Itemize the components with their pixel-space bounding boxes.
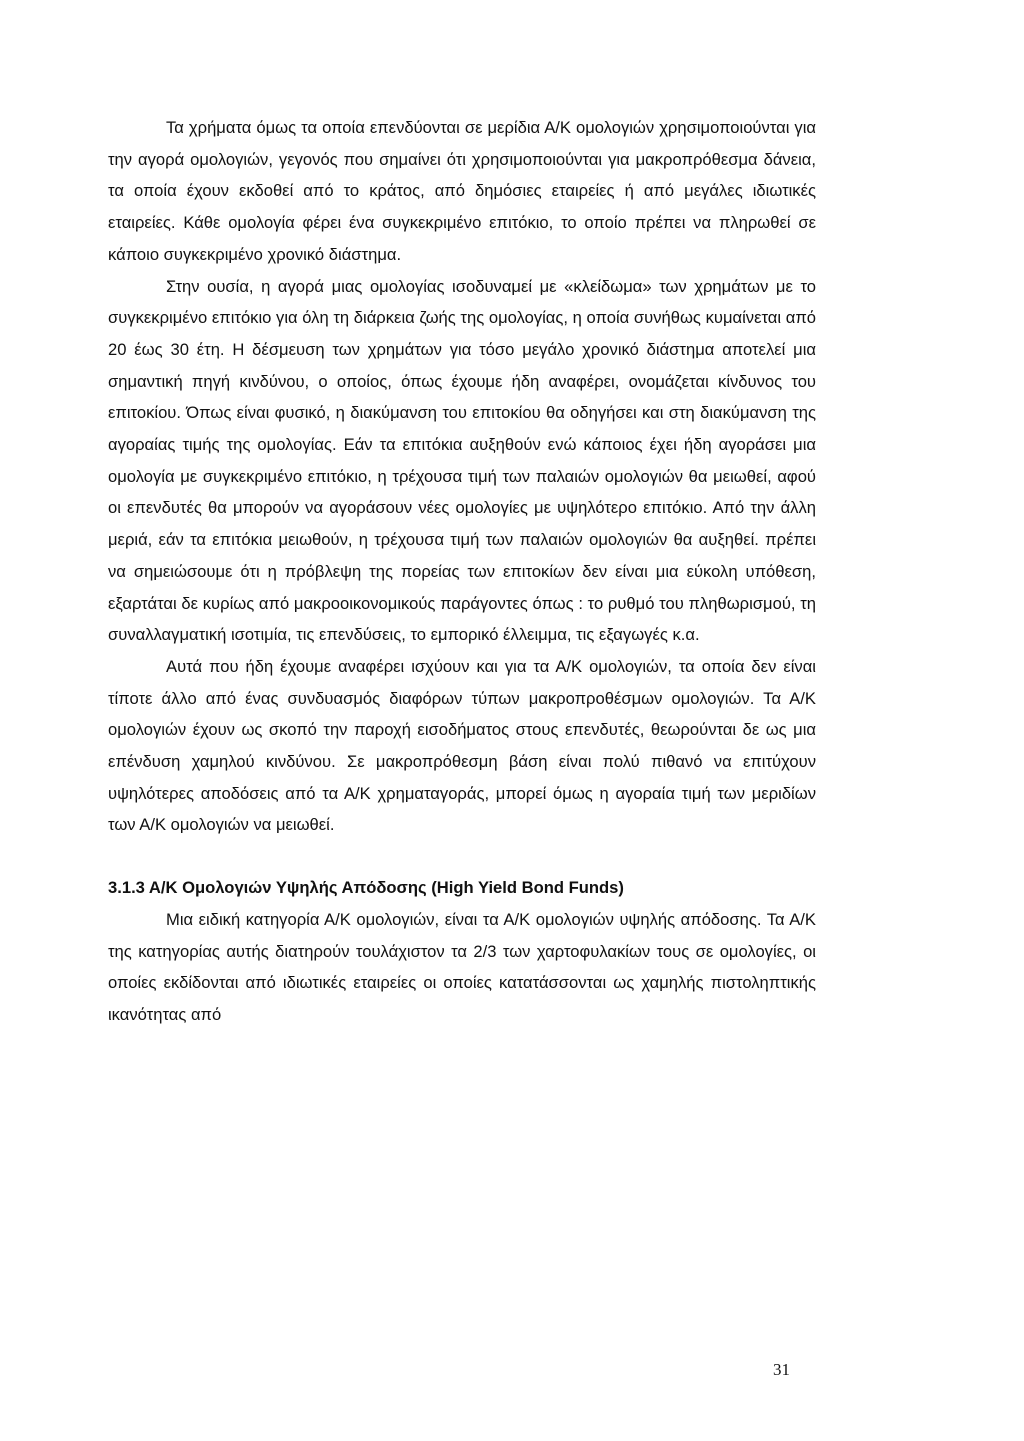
body-text <box>108 112 816 1031</box>
paragraph-2: Στην ουσία, η αγορά μιας ομολογίας ισοδυναμεί με «κλείδωμα» των χρημάτων με το συγκεκριμένο επιτόκιο για όλη τη διάρκεια ζωής της ομολογίας, η οποία συνήθως κυμαίνεται από 20 έως 30 έτη. Η δέσμευση των χρημάτων για τόσο μεγάλο χρονικό διάστημα αποτελεί μια σημαντική πηγή κινδύνου, ο οποίος, όπως έχουμε ήδη αναφέρει, ονομάζεται κίνδυνος του επιτοκίου. Όπως είναι φυσικό, η διακύμανση του επιτοκίου θα οδηγήσει και στη διακύμανση της αγοραίας τιμής της ομολογίας. Εάν τα επιτόκια αυξηθούν ενώ κάποιος έχει ήδη αγοράσει μια ομολογία με συγκεκριμένο επιτόκιο, η τρέχουσα τιμή των παλαιών ομολογιών θα μειωθεί, αφού οι επενδυτές θα μπορούν να αγοράσουν νέες ομολογίες με υψηλότερο επιτόκιο. Από την άλλη μεριά, εάν τα επιτόκια μειωθούν, η τρέχουσα τιμή των παλαιών ομολογιών θα αυξηθεί. πρέπει να σημειώσουμε ότι η πρόβλεψη της πορείας των επιτοκίων δεν είναι μια εύκολη υπόθεση, εξαρτάται δε κυρίως από μακροοικονομικούς παράγοντες όπως : το ρυθμό του πληθωρισμού, τη συναλλαγματική ισοτιμία, τις επενδύσεις, το εμπορικό έλλειμμα, τις εξαγωγές κ.α. <box>108 276 816 645</box>
section-paragraph: Μια ειδική κατηγορία Α/Κ ομολογιών, είναι τα Α/Κ ομολογιών υψηλής απόδοσης. Τα Α/Κ της κατηγορίας αυτής διατηρούν τουλάχιστον τα 2/3 των χαρτοφυλακίων τους σε ομολογίες, οι οποίες εκδίδονται από ιδιωτικές εταιρείες οι οποίες κατατάσσονται ως χαμηλής πιστοληπτικής ικανότητας από <box>108 909 816 1024</box>
paragraph-1: Τα χρήματα όμως τα οποία επενδύονται σε μερίδια Α/Κ ομολογιών χρησιμοποιούνται για την αγορά ομολογιών, γεγονός που σημαίνει ότι χρησιμοποιούνται για μακροπρόθεσμα δάνεια, τα οποία έχουν εκδοθεί από το κράτος, από δημόσιες εταιρείες ή από μεγάλες ιδιωτικές εταιρείες. Κάθε ομολογία φέρει ένα συγκεκριμένο επιτόκιο, το οποίο πρέπει να πληρωθεί σε κάποιο συγκεκριμένο χρονικό διάστημα. <box>108 118 816 264</box>
page-number: 31 <box>773 1360 790 1379</box>
spacer <box>108 841 816 872</box>
paragraph-3: Αυτά που ήδη έχουμε αναφέρει ισχύουν και για τα Α/Κ ομολογιών, τα οποία δεν είναι τίποτε άλλο από ένας συνδυασμός διαφόρων τύπων μακροπροθέσμων ομολογιών. Τα Α/Κ ομολογιών έχουν ως σκοπό την παροχή εισοδήματος στους επενδυτές, θεωρούνται δε ως μια επένδυση χαμηλού κινδύνου. Σε μακροπρόθεσμη βάση είναι πολύ πιθανό να επιτύχουν υψηλότερες αποδόσεις από τα Α/Κ χρηματαγοράς, μπορεί όμως η αγοραία τιμή των μεριδίων των Α/Κ ομολογιών να μειωθεί. <box>108 656 816 835</box>
section-heading: 3.1.3 Α/Κ Ομολογιών Υψηλής Απόδοσης (High Yield Bond Funds) <box>108 878 624 898</box>
